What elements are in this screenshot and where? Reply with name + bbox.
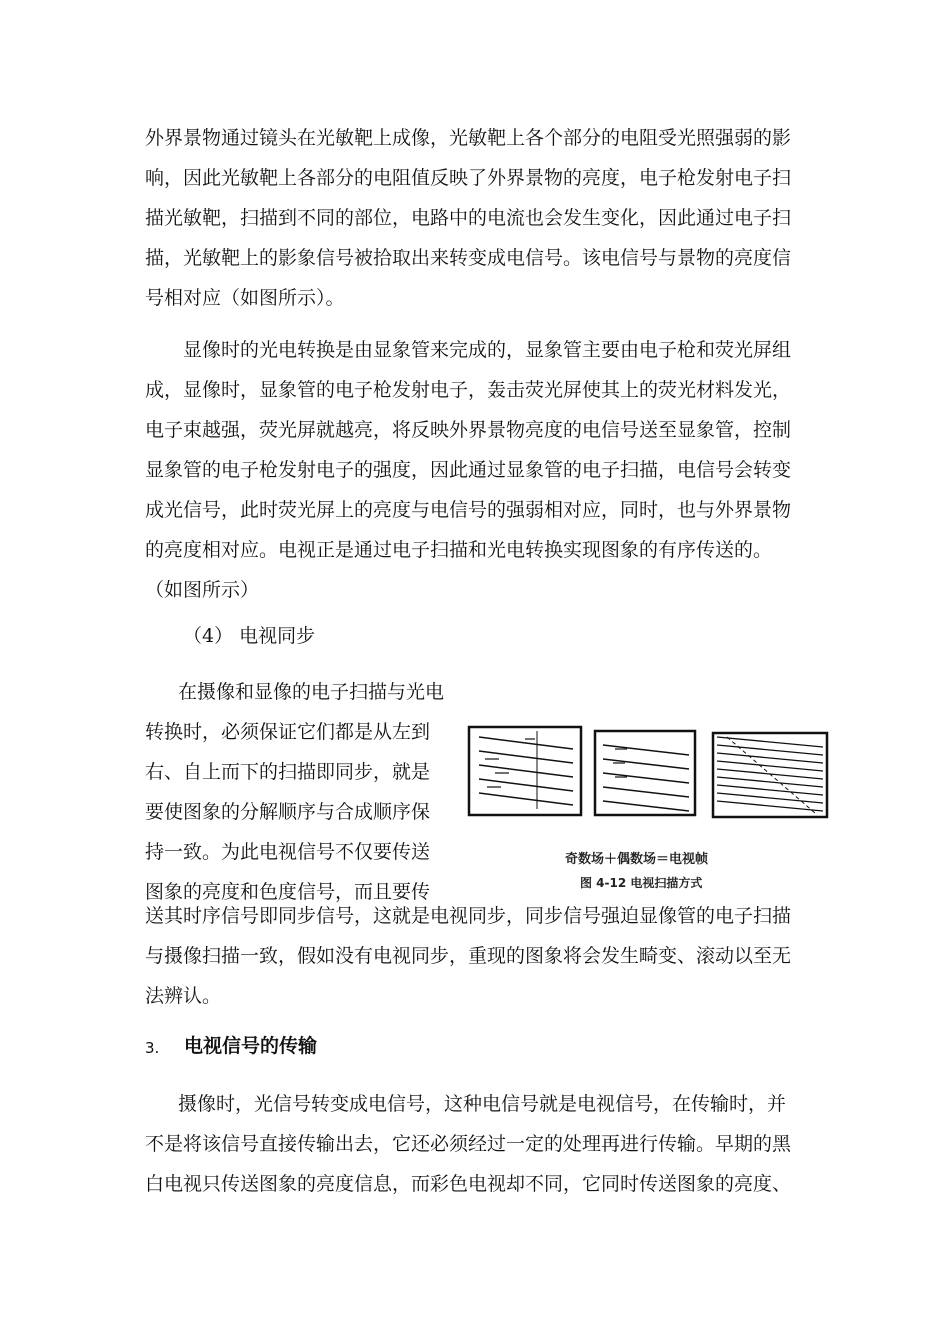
text-line: 白电视只传送图象的亮度信息，而彩色电视却不同，它同时传送图象的亮度、 (145, 1173, 792, 1195)
text-line: 持一致。为此电视信号不仅要传送 (145, 841, 431, 863)
text-line: 摄像时，光信号转变成电信号，这种电信号就是电视信号，在传输时，并 (178, 1093, 787, 1115)
text-line: 响，因此光敏靶上各部分的电阻值反映了外界景物的亮度，电子枪发射电子扫 (145, 167, 792, 189)
text-line: 图象的亮度和色度信号，而且要传 (145, 881, 431, 903)
figure-caption-title: 图 4-12 电视扫描方式 (580, 876, 703, 890)
text-line: 的亮度相对应。电视正是通过电子扫描和光电转换实现图象的有序传送的。 (145, 539, 773, 561)
text-line: 不是将该信号直接传输出去，它还必须经过一定的处理再进行传输。早期的黑 (145, 1133, 792, 1155)
text-line: 号相对应（如图所示）。 (145, 287, 345, 309)
text-line: 转换时，必须保证它们都是从左到 (145, 721, 431, 743)
section-heading: （4） 电视同步 (183, 625, 316, 647)
text-line: 显象管的电子枪发射电子的强度，因此通过显象管的电子扫描，电信号会转变 (145, 459, 792, 481)
section-heading: 电视信号的传输 (184, 1035, 318, 1057)
even-field-panel (595, 731, 695, 815)
text-line: 描，光敏靶上的影象信号被拾取出来转变成电信号。该电信号与景物的亮度信 (145, 247, 792, 269)
text-line: 电子束越强，荧光屏就越亮，将反映外界景物亮度的电信号送至显象管，控制 (145, 419, 792, 441)
text-line: 法辨认。 (145, 985, 222, 1007)
frame-panel (713, 733, 827, 817)
text-line: 要使图象的分解顺序与合成顺序保 (145, 801, 431, 823)
text-line: 送其时序信号即同步信号，这就是电视同步，同步信号强迫显像管的电子扫描 (145, 905, 792, 927)
figure-caption-formula: 奇数场＋偶数场＝电视帧 (565, 852, 709, 867)
text-line: 在摄像和显像的电子扫描与光电 (178, 681, 445, 703)
section-number: 3. (145, 1039, 160, 1057)
text-line: 外界景物通过镜头在光敏靶上成像，光敏靶上各个部分的电阻受光照强弱的影 (145, 127, 792, 149)
text-line: 描光敏靶，扫描到不同的部位，电路中的电流也会发生变化，因此通过电子扫 (145, 207, 792, 229)
text-line: 显像时的光电转换是由显象管来完成的，显象管主要由电子枪和荧光屏组 (183, 339, 792, 361)
scan-diagram (465, 723, 840, 898)
odd-field-panel (469, 727, 581, 815)
scan-figure (465, 723, 840, 898)
text-line: 成光信号，此时荧光屏上的亮度与电信号的强弱相对应，同时，也与外界景物 (145, 499, 792, 521)
text-line: 成，显像时，显象管的电子枪发射电子，轰击荧光屏使其上的荧光材料发光， (145, 379, 792, 401)
text-line: 与摄像扫描一致，假如没有电视同步，重现的图象将会发生畸变、滚动以至无 (145, 945, 792, 967)
text-line: （如图所示） (145, 579, 260, 601)
text-line: 右、自上而下的扫描即同步，就是 (145, 761, 431, 783)
